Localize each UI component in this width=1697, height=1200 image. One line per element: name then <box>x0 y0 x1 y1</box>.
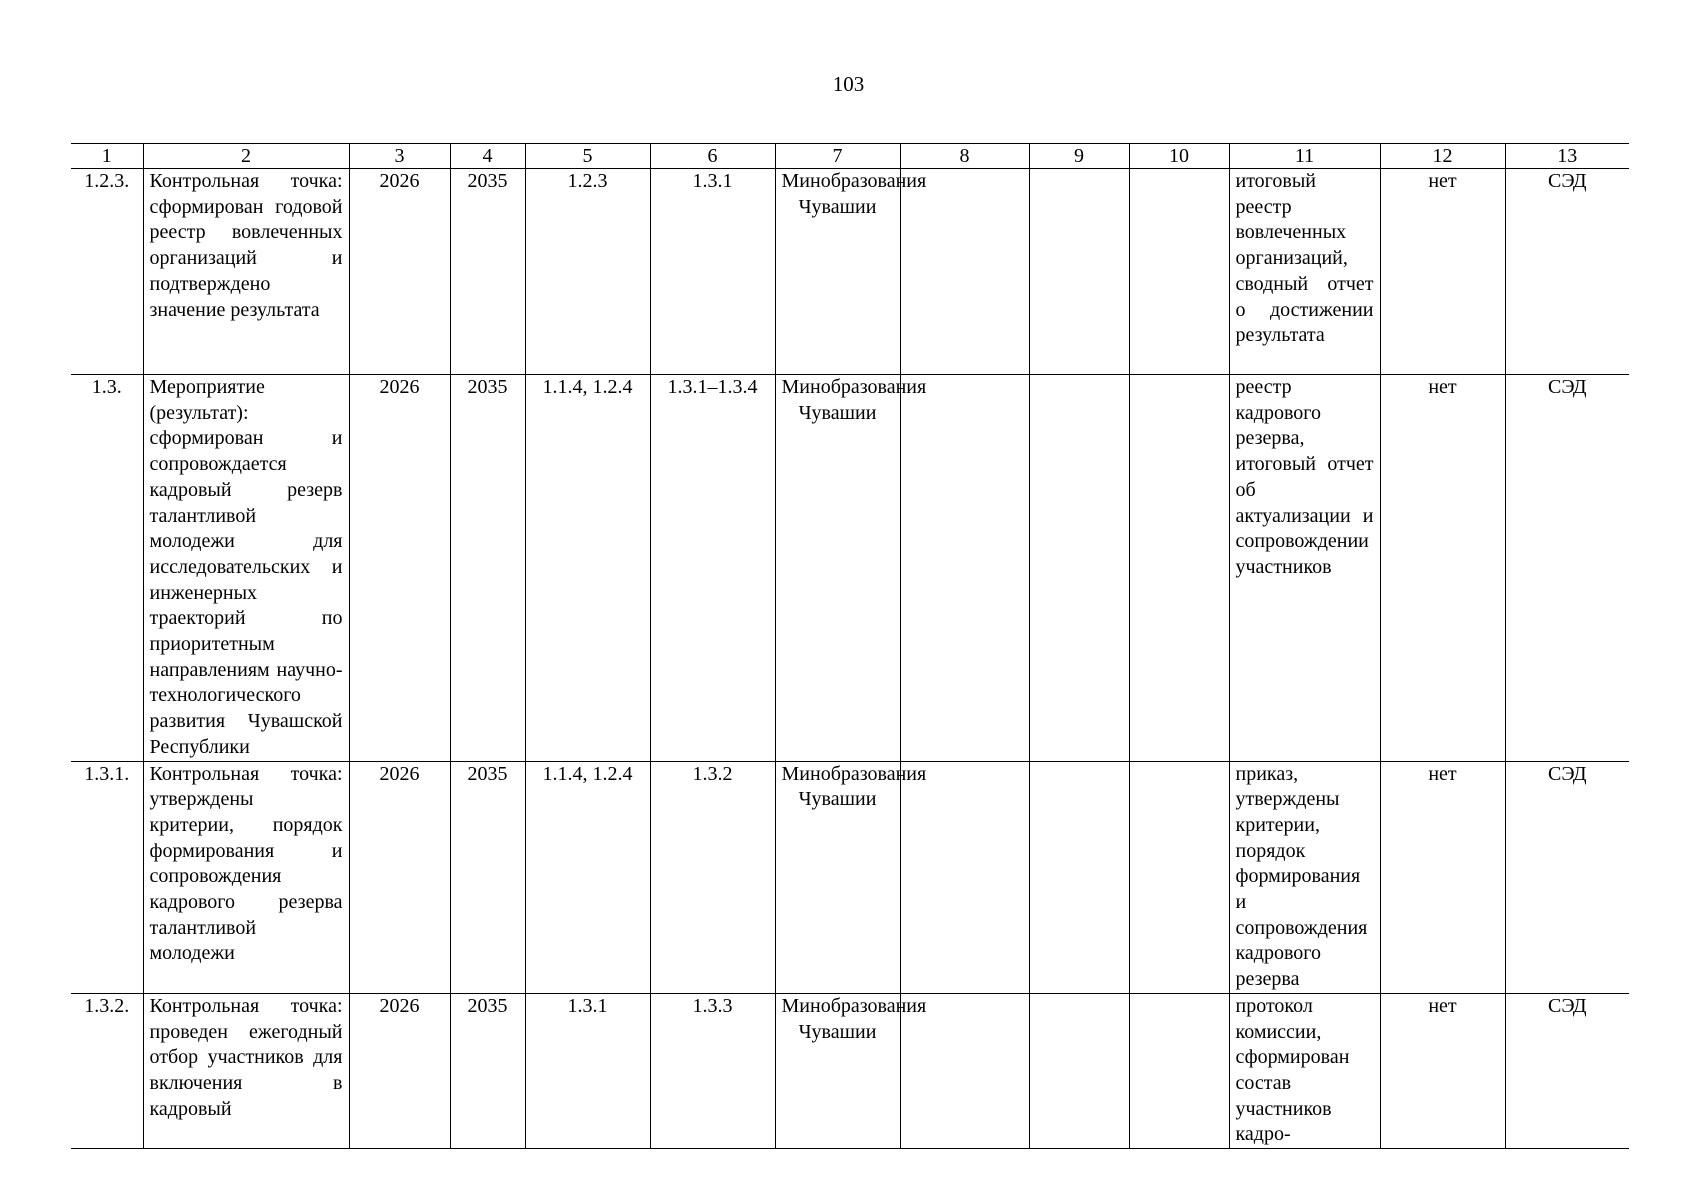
col9-cell <box>1029 375 1129 762</box>
system-cell: СЭД <box>1505 761 1629 993</box>
col6-cell: 1.3.1–1.3.4 <box>650 375 775 762</box>
col10-cell <box>1129 375 1229 762</box>
col6-cell: 1.3.3 <box>650 993 775 1148</box>
column-header: 2 <box>143 144 349 169</box>
column-header: 12 <box>1380 144 1505 169</box>
col6-cell: 1.3.1 <box>650 169 775 375</box>
table-row <box>71 993 1629 1148</box>
start-year: 2026 <box>349 993 450 1148</box>
column-header: 6 <box>650 144 775 169</box>
column-header: 7 <box>775 144 900 169</box>
col12-cell: нет <box>1380 375 1505 762</box>
responsible: Минобразования Чувашии <box>775 993 900 1148</box>
responsible: Минобразования Чувашии <box>775 761 900 993</box>
event-name: Контрольная точка: сформирован годовой реестр вовлеченных организаций и подтверждено значение результата <box>143 169 349 375</box>
document-type: реестр кадрового резерва, итоговый отчет об актуализации и сопровождении участников <box>1229 375 1380 762</box>
col8-cell <box>900 375 1029 762</box>
document-type: протокол комиссии, сформирован состав участников кадро- <box>1229 993 1380 1148</box>
col6-cell: 1.3.2 <box>650 761 775 993</box>
responsible: Минобразования Чувашии <box>775 169 900 375</box>
row-number: 1.3.1. <box>71 761 143 993</box>
table-row <box>71 761 1629 993</box>
col12-cell: нет <box>1380 993 1505 1148</box>
table-header-row <box>71 144 1629 169</box>
column-header: 8 <box>900 144 1029 169</box>
col10-cell <box>1129 169 1229 375</box>
col5-cell: 1.1.4, 1.2.4 <box>525 761 650 993</box>
col9-cell <box>1029 761 1129 993</box>
column-header: 11 <box>1229 144 1380 169</box>
start-year: 2026 <box>349 375 450 762</box>
col12-cell: нет <box>1380 761 1505 993</box>
system-cell: СЭД <box>1505 375 1629 762</box>
start-year: 2026 <box>349 169 450 375</box>
event-name: Мероприятие (результат): сформирован и сопровождается кадровый резерв талантливой молодежи для исследовательских и инженерных траекторий по приоритетным направлениям научно-технологического развития Чувашской Республики <box>143 375 349 762</box>
column-header: 4 <box>450 144 525 169</box>
col9-cell <box>1029 993 1129 1148</box>
system-cell: СЭД <box>1505 169 1629 375</box>
column-header: 9 <box>1029 144 1129 169</box>
page-number: 103 <box>832 72 865 96</box>
table-row <box>71 375 1629 762</box>
col9-cell <box>1029 169 1129 375</box>
col10-cell <box>1129 993 1229 1148</box>
col5-cell: 1.2.3 <box>525 169 650 375</box>
end-year: 2035 <box>450 375 525 762</box>
column-header: 1 <box>71 144 143 169</box>
col8-cell <box>900 761 1029 993</box>
end-year: 2035 <box>450 993 525 1148</box>
column-header: 3 <box>349 144 450 169</box>
col5-cell: 1.3.1 <box>525 993 650 1148</box>
system-cell: СЭД <box>1505 993 1629 1148</box>
column-header: 5 <box>525 144 650 169</box>
row-number: 1.2.3. <box>71 169 143 375</box>
responsible: Минобразования Чувашии <box>775 375 900 762</box>
event-name: Контрольная точка: утверждены критерии, порядок формирования и сопровождения кадрового резерва талантливой молодежи <box>143 761 349 993</box>
row-number: 1.3. <box>71 375 143 762</box>
event-name: Контрольная точка: проведен ежегодный отбор участников для включения в кадровый <box>143 993 349 1148</box>
end-year: 2035 <box>450 169 525 375</box>
col5-cell: 1.1.4, 1.2.4 <box>525 375 650 762</box>
start-year: 2026 <box>349 761 450 993</box>
col8-cell <box>900 169 1029 375</box>
table-row <box>71 169 1629 375</box>
col10-cell <box>1129 761 1229 993</box>
column-header: 13 <box>1505 144 1629 169</box>
row-number: 1.3.2. <box>71 993 143 1148</box>
column-header: 10 <box>1129 144 1229 169</box>
end-year: 2035 <box>450 761 525 993</box>
document-type: итоговый реестр вовлеченных организаций, сводный отчет о достижении результата <box>1229 169 1380 375</box>
plan-table <box>71 143 1629 1149</box>
col12-cell: нет <box>1380 169 1505 375</box>
document-type: приказ, утверждены критерии, порядок формирования и сопровождения кадрового резерва <box>1229 761 1380 993</box>
